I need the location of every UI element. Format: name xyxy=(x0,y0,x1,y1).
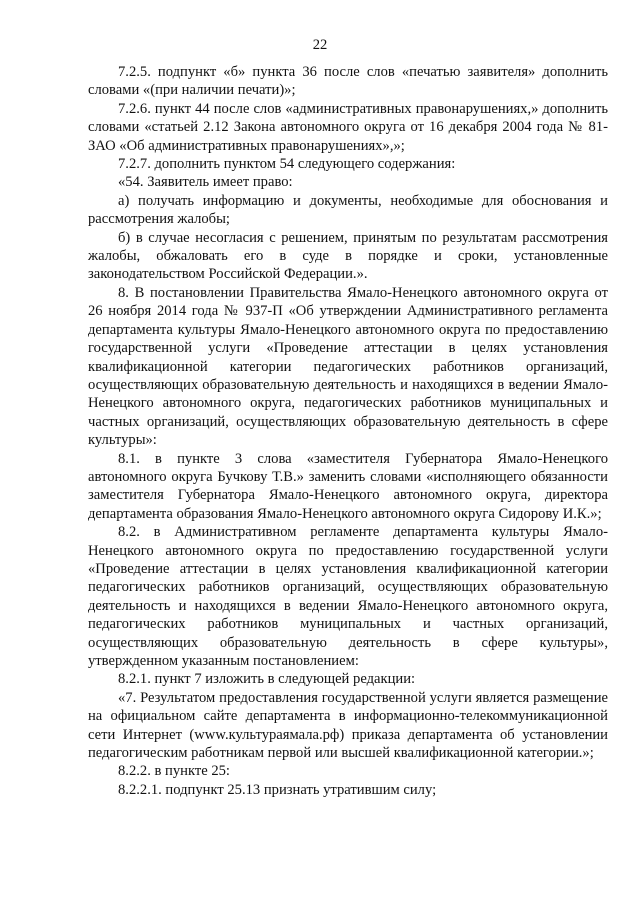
paragraph-8-2-2: 8.2.2. в пункте 25: xyxy=(118,763,230,780)
paragraph-7-result: «7. Результатом предоставления государственной услуги является размещение на официальном сайте департамента в информационно-телекоммуникационной сети Интернет (www.культураямала.рф) приказа департамента об установлении педагогическим работникам первой или высшей квалификационной категории.»; xyxy=(88,689,608,762)
paragraph-8-2-2-1: 8.2.2.1. подпункт 25.13 признать утратившим силу; xyxy=(118,781,437,798)
paragraph-7-2-6: 7.2.6. пункт 44 после слов «административных правонарушениях,» дополнить словами «статьей 2.12 Закона автономного округа от 16 декабря 2004 года № 81-ЗАО «Об административных правонарушениях»,»; xyxy=(88,100,608,154)
paragraph-54-intro: «54. Заявитель имеет право: xyxy=(118,174,293,191)
paragraph-8-1: 8.1. в пункте 3 слова «заместителя Губернатора Ямало-Ненецкого автономного округа Бучкову Т.В.» заменить словами «исполняющего обязанности заместителя Губернатора Ямало-Ненецкого автономного округа, директора департамента образования Ямало-Ненецкого автономного округа Сидорову И.К.»; xyxy=(88,450,608,522)
page-number: 22 xyxy=(312,37,328,53)
paragraph-7-2-7: 7.2.7. дополнить пунктом 54 следующего содержания: xyxy=(118,156,456,173)
paragraph-8-2: 8.2. в Административном регламенте департамента культуры Ямало-Ненецкого автономного округа по предоставлению государственной услуги «Проведение аттестации в целях установления квалификационной категории педагогических работников организаций, осуществляющих образовательную деятельность и находящихся в ведении Ямало-Ненецкого автономного округа, педагогических работников муниципальных и частных организаций, осуществляющих образовательную деятельность в сфере культуры», утвержденном указанным постановлением: xyxy=(88,524,608,669)
paragraph-8-2-1: 8.2.1. пункт 7 изложить в следующей редакции: xyxy=(118,671,416,688)
paragraph-54-a: а) получать информацию и документы, необходимые для обоснования и рассмотрения жалобы; xyxy=(88,192,608,228)
paragraph-54-b: б) в случае несогласия с решением, принятым по результатам рассмотрения жалобы, обжаловать его в суде в порядке и сроки, установленные законодательством Российской Федерации.». xyxy=(88,229,608,283)
document-body xyxy=(88,63,608,799)
paragraph-8: 8. В постановлении Правительства Ямало-Ненецкого автономного округа от 26 ноября 2014 года № 937-П «Об утверждении Административного регламента департамента культуры Ямало-Ненецкого автономного округа по предоставлению государственной услуги «Проведение аттестации в целях установления квалификационной категории педагогических работников организаций, осуществляющих образовательную деятельность и находящихся в ведении Ямало-Ненецкого автономного округа, педагогических работников муниципальных и частных организаций, осуществляющих образовательную деятельность в сфере культуры»: xyxy=(88,284,608,449)
paragraph-7-2-5: 7.2.5. подпункт «б» пункта 36 после слов «печатью заявителя» дополнить словами «(при наличии печати)»; xyxy=(88,64,608,99)
